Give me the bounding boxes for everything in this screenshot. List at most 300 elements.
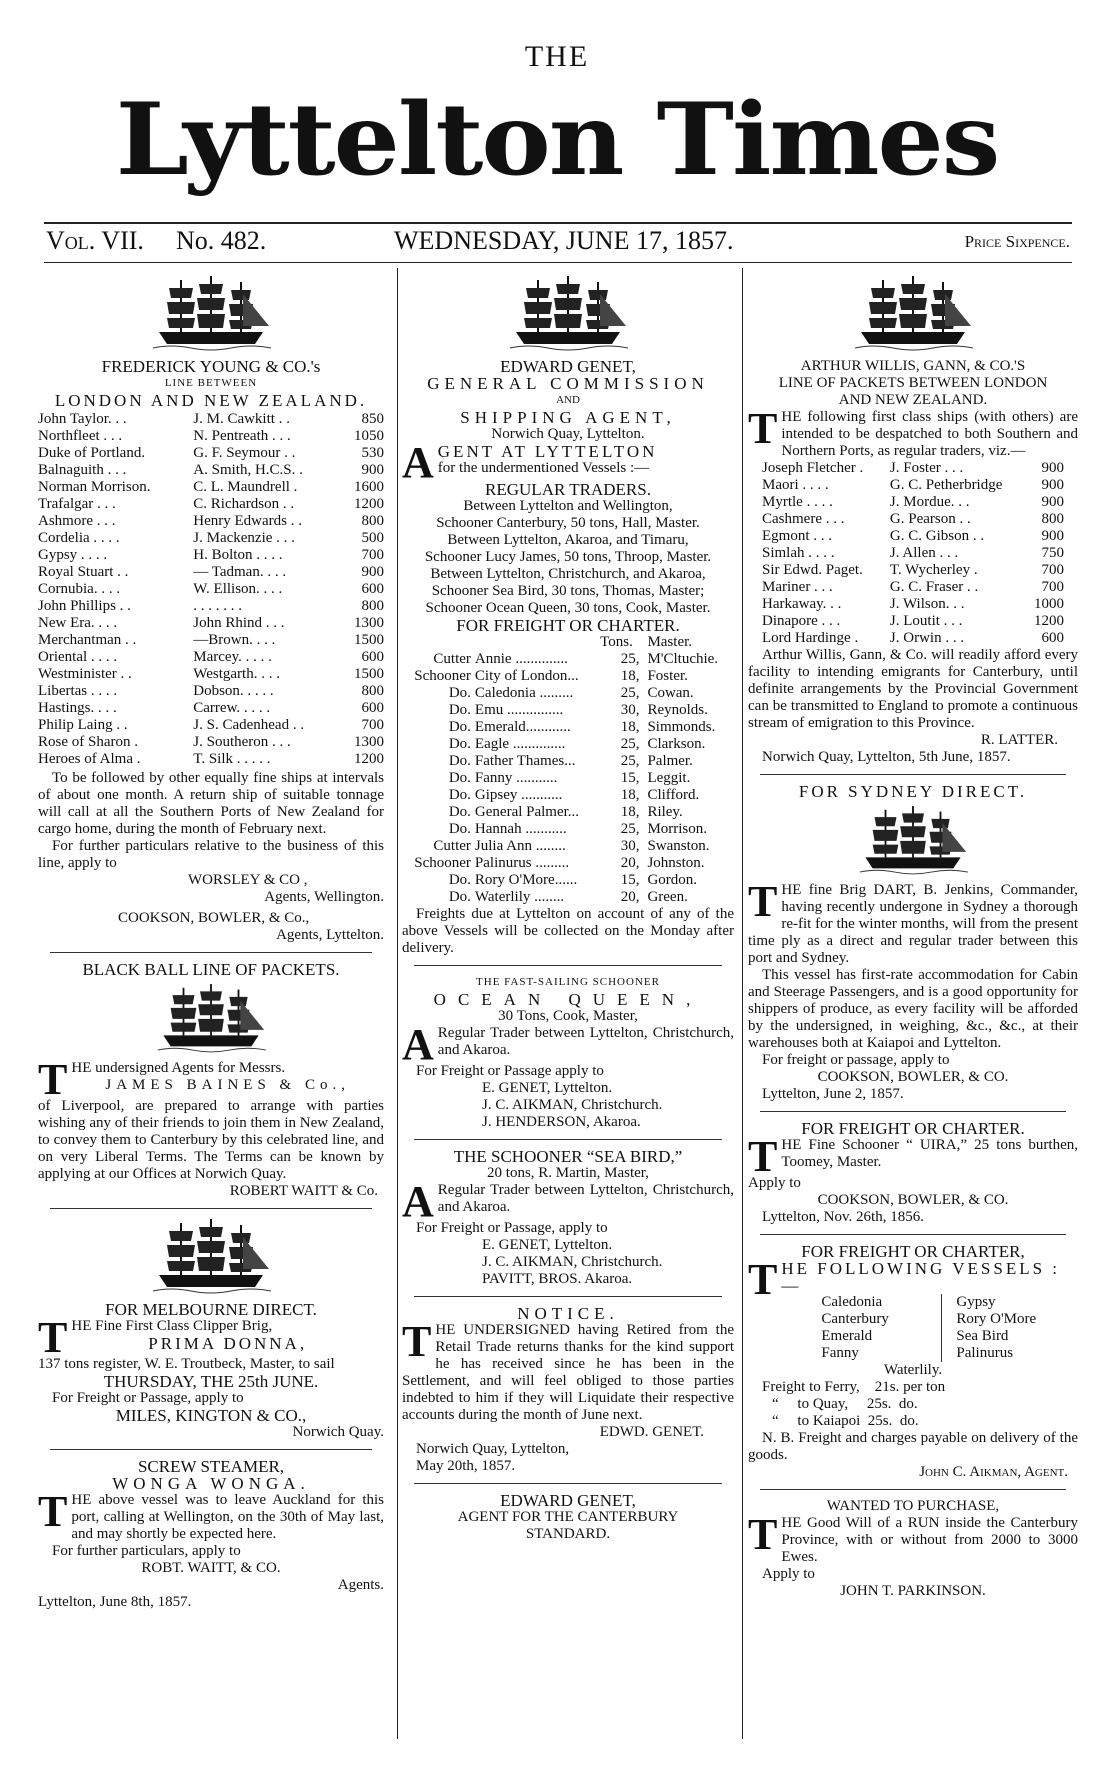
- table-row: [402, 753, 734, 770]
- table-row: [38, 411, 384, 428]
- table-row: [402, 651, 734, 668]
- table-cell: —Brown. . . .: [193, 632, 276, 648]
- genet-and: AND: [556, 394, 580, 406]
- table-row: [38, 462, 384, 479]
- table-cell: 18,: [620, 787, 640, 803]
- issue-number: No. 482.: [176, 226, 267, 255]
- table-cell: J. Allen . . .: [889, 545, 959, 561]
- table-cell: 1300: [354, 615, 384, 631]
- sydney-title: FOR SYDNEY DIRECT.: [798, 782, 1028, 801]
- table-cell: Westgarth. . . .: [193, 666, 280, 682]
- wanted-title: WANTED TO PURCHASE,: [826, 1498, 1000, 1514]
- table-cell: Do.: [448, 787, 471, 803]
- table-cell: Foster.: [647, 668, 688, 684]
- seabird-name: THE SCHOONER “SEA BIRD,”: [453, 1147, 683, 1166]
- list-item: Canterbury: [821, 1311, 889, 1327]
- ocean-agent2: J. C. AIKMAN, Christchurch.: [482, 1097, 663, 1113]
- table-cell: J. Mordue. . .: [889, 494, 970, 510]
- genet-freight-title: FOR FREIGHT OR CHARTER.: [456, 616, 680, 635]
- table-cell: 25,: [620, 651, 640, 667]
- table-cell: 700: [361, 547, 384, 563]
- ship-illustration: [853, 274, 973, 352]
- table-cell: Hastings. . . .: [38, 700, 117, 716]
- standard-line3: STANDARD.: [525, 1526, 611, 1542]
- blackball-sign: ROBERT WAITT & Co.: [229, 1183, 378, 1199]
- genet-footer: Freights due at Lyttelton on account of any of the above Vessels will be collected on the Monday after delivery.: [402, 906, 734, 956]
- table-cell: 800: [361, 683, 384, 699]
- table-cell: Marcey. . . . .: [193, 649, 272, 665]
- table-cell: J. S. Cadenhead . .: [193, 717, 305, 733]
- drop-cap: A: [402, 1177, 434, 1226]
- table-cell: J. Foster . . .: [889, 460, 964, 476]
- young-ship-table: [38, 411, 384, 768]
- divider: [414, 1483, 722, 1484]
- drop-cap: T: [38, 1055, 68, 1104]
- table-cell: Oriental . . . .: [38, 649, 118, 665]
- table-cell: Norman Morrison.: [38, 479, 151, 495]
- table-cell: 15,: [620, 770, 640, 786]
- table-cell: 750: [1041, 545, 1064, 561]
- table-cell: Simlah . . . .: [762, 545, 835, 561]
- notice-sign: EDWD. GENET.: [599, 1424, 704, 1440]
- table-cell: Do.: [448, 872, 471, 888]
- willis-title3: AND NEW ZEALAND.: [838, 392, 988, 408]
- table-cell: 1300: [354, 734, 384, 750]
- table-cell: John Taylor. . .: [38, 411, 127, 427]
- table-row: [748, 494, 1078, 511]
- table-cell: Emerald............: [474, 719, 571, 735]
- table-cell: Palmer.: [647, 753, 693, 769]
- table-cell: Simmonds.: [647, 719, 716, 735]
- ship-illustration: [508, 274, 628, 352]
- following-nb: N. B. Freight and charges payable on delivery of the goods.: [748, 1430, 1078, 1463]
- seabird-agent2: J. C. AIKMAN, Christchurch.: [482, 1254, 663, 1270]
- seabird-agent1: E. GENET, Lyttelton.: [482, 1237, 613, 1253]
- table-cell: C. Richardson . .: [193, 496, 295, 512]
- table-cell: 1200: [354, 751, 384, 767]
- ship-illustration: [156, 982, 266, 1054]
- table-row: [402, 889, 734, 906]
- table-row: [38, 734, 384, 751]
- notice-body: HE UNDERSIGNED having Retired from the Retail Trade returns thanks for the kind support he has received since he has been in the Settlement, and will feel obliged to those parties indebted to him if they will Liquidate their respective accounts during the month of June next.: [402, 1322, 734, 1423]
- table-cell: Father Thames...: [474, 753, 576, 769]
- table-cell: — Tadman. . . .: [193, 564, 287, 580]
- table-cell: 18,: [620, 719, 640, 735]
- following-right-list: [942, 1294, 1036, 1362]
- table-cell: 900: [361, 564, 384, 580]
- table-cell: Cornubia. . . .: [38, 581, 121, 597]
- genet-r3: Between Lyttelton, Akaroa, and Timaru,: [447, 532, 689, 548]
- drop-cap: T: [402, 1317, 432, 1366]
- notice-title: NOTICE.: [517, 1304, 619, 1323]
- table-cell: N. Pentreath . . .: [193, 428, 291, 444]
- melbourne-line1: HE Fine First Class Clipper Brig,: [71, 1318, 273, 1334]
- table-cell: Mariner . . .: [762, 579, 833, 595]
- wonga-body: HE above vessel was to leave Auckland for this port, calling at Wellington, on the 30th of May last, and may shortly be expected here.: [71, 1492, 384, 1542]
- table-cell: G. Pearson . .: [889, 511, 971, 527]
- table-row: [748, 596, 1078, 613]
- willis-footer: Arthur Willis, Gann, & Co. will readily afford every facility to intending emigrants for Canterbury, until definite arrangements by the Provincial Government can be transmitted to England to promote a continuous stream of emigration to this Province.: [748, 647, 1078, 731]
- drop-cap: T: [748, 877, 778, 926]
- genet-r1: Between Lyttelton and Wellington,: [463, 498, 673, 514]
- table-cell: T. Silk . . . . .: [193, 751, 271, 767]
- table-cell: A. Smith, H.C.S. .: [193, 462, 303, 478]
- uira-title: FOR FREIGHT OR CHARTER.: [801, 1119, 1025, 1138]
- genet-r5: Between Lyttelton, Christchurch, and Akaroa,: [430, 566, 706, 582]
- ocean-pre: THE FAST-SAILING SCHOONER: [476, 976, 660, 988]
- table-row: [748, 477, 1078, 494]
- table-cell: Do.: [448, 804, 471, 820]
- table-cell: Gipsey ...........: [474, 787, 563, 803]
- table-cell: J. Loutit . . .: [889, 613, 963, 629]
- table-cell: Trafalgar . . .: [38, 496, 116, 512]
- table-cell: Palinurus .........: [474, 855, 570, 871]
- genet-agent-sub: for the undermentioned Vessels :—: [437, 460, 650, 476]
- table-cell: Westminister . .: [38, 666, 132, 682]
- table-cell: T. Wycherley .: [889, 562, 978, 578]
- melbourne-ship: PRIMA DONNA,: [148, 1334, 308, 1353]
- list-item: Gypsy: [956, 1294, 996, 1310]
- table-row: [402, 770, 734, 787]
- following-left-list: [821, 1294, 942, 1362]
- divider: [760, 774, 1066, 775]
- table-cell: Sir Edwd. Paget.: [762, 562, 863, 578]
- table-cell: Do.: [448, 753, 471, 769]
- table-cell: 25,: [620, 753, 640, 769]
- table-cell: Waterlily ........: [474, 889, 565, 905]
- drop-cap: A: [402, 438, 434, 487]
- following-freight2: “ to Quay, 25s. do.: [772, 1396, 918, 1412]
- table-row: [402, 821, 734, 838]
- standard-line1: EDWARD GENET,: [500, 1491, 636, 1510]
- table-cell: 800: [361, 513, 384, 529]
- table-row: [38, 564, 384, 581]
- table-cell: Annie ..............: [474, 651, 568, 667]
- table-cell: Northfleet . . .: [38, 428, 123, 444]
- drop-cap: T: [38, 1313, 68, 1362]
- seabird-apply: For Freight or Passage, apply to: [416, 1220, 608, 1236]
- table-cell: Gordon.: [647, 872, 698, 888]
- willis-ship-table: [748, 460, 1078, 647]
- melbourne-body: 137 tons register, W. E. Troutbeck, Master, to sail: [38, 1356, 335, 1372]
- young-agent1: WORSLEY & CO ,: [188, 872, 308, 888]
- list-item: Caledonia: [821, 1294, 883, 1310]
- ocean-agent1: E. GENET, Lyttelton.: [482, 1080, 613, 1096]
- table-cell: Julia Ann ........: [474, 838, 566, 854]
- table-cell: G. F. Seymour . .: [193, 445, 296, 461]
- table-cell: City of London...: [474, 668, 579, 684]
- melbourne-agent: MILES, KINGTON & CO.,: [115, 1406, 307, 1425]
- masthead-rule-bottom: [44, 262, 1072, 263]
- melbourne-date: THURSDAY, THE 25th JUNE.: [103, 1372, 319, 1391]
- young-sub: LINE BETWEEN: [164, 377, 258, 389]
- ocean-name: OCEAN QUEEN,: [433, 990, 703, 1009]
- willis-title: ARTHUR WILLIS, GANN, & CO.'S: [800, 358, 1026, 374]
- drop-cap: A: [402, 1020, 434, 1069]
- table-cell: 25,: [620, 685, 640, 701]
- genet-r6: Schooner Sea Bird, 30 tons, Thomas, Master;: [431, 583, 705, 599]
- wanted-body: HE Good Will of a RUN inside the Canterbury Province, with or without from 2000 to 3000 Ewes.: [781, 1515, 1078, 1565]
- genet-place: Norwich Quay, Lyttelton.: [491, 426, 645, 442]
- table-cell: Carrew. . . . .: [193, 700, 271, 716]
- wanted-sign: JOHN T. PARKINSON.: [840, 1583, 986, 1599]
- table-cell: 600: [361, 581, 384, 597]
- blackball-line2: JAMES BAINES & Co.,: [105, 1077, 350, 1093]
- table-row: [38, 581, 384, 598]
- table-cell: Riley.: [647, 804, 683, 820]
- table-row: [402, 702, 734, 719]
- wonga-date: Lyttelton, June 8th, 1857.: [38, 1594, 192, 1610]
- table-row: [402, 736, 734, 753]
- table-row: [402, 804, 734, 821]
- table-cell: 900: [361, 462, 384, 478]
- uira-agent: COOKSON, BOWLER, & CO.: [817, 1192, 1009, 1208]
- table-cell: Leggit.: [647, 770, 691, 786]
- column-3: [748, 270, 1078, 1600]
- table-cell: 1200: [1034, 613, 1064, 629]
- table-cell: Lord Hardinge .: [762, 630, 859, 646]
- column-rule-1: [397, 268, 398, 1739]
- table-cell: 900: [1041, 460, 1064, 476]
- table-cell: Do.: [448, 719, 471, 735]
- table-cell: Do.: [448, 736, 471, 752]
- table-row: [38, 530, 384, 547]
- list-item: Rory O'More: [956, 1311, 1037, 1327]
- table-row: [748, 545, 1078, 562]
- table-cell: 1500: [354, 632, 384, 648]
- table-cell: G. C. Fraser . .: [889, 579, 979, 595]
- following-freight3: “ to Kaiapoi 25s. do.: [772, 1413, 919, 1429]
- ocean-apply: For Freight or Passage apply to: [416, 1063, 604, 1079]
- list-item: Emerald: [821, 1328, 873, 1344]
- table-cell: Swanston.: [647, 838, 710, 854]
- table-row: [38, 615, 384, 632]
- wonga-title2: WONGA WONGA.: [112, 1474, 310, 1493]
- column-1: [38, 270, 384, 1611]
- table-row: [402, 855, 734, 872]
- table-row: [38, 700, 384, 717]
- table-row: [38, 445, 384, 462]
- table-cell: 1000: [1034, 596, 1064, 612]
- table-cell: Emu ...............: [474, 702, 564, 718]
- table-cell: Dinapore . . .: [762, 613, 841, 629]
- seabird-body: Regular Trader between Lyttelton, Christchurch, and Akaroa.: [437, 1182, 734, 1215]
- table-cell: 1200: [354, 496, 384, 512]
- standard-line2: AGENT FOR THE CANTERBURY: [457, 1509, 679, 1525]
- table-cell: Egmont . . .: [762, 528, 832, 544]
- table-cell: 1500: [354, 666, 384, 682]
- table-cell: . . . . . . .: [193, 598, 243, 614]
- table-cell: Dobson. . . . .: [193, 683, 274, 699]
- sydney-date: Lyttelton, June 2, 1857.: [762, 1086, 904, 1102]
- table-cell: Ashmore . . .: [38, 513, 116, 529]
- table-cell: G. C. Petherbridge: [889, 477, 1003, 493]
- young-apply: For further particulars relative to the business of this line, apply to: [38, 838, 384, 871]
- wonga-agent: ROBT. WAITT, & CO.: [141, 1560, 281, 1576]
- table-cell: Do.: [448, 702, 471, 718]
- young-agent2: COOKSON, BOWLER, & Co.,: [118, 910, 310, 926]
- following-vessel-list: [781, 1294, 1078, 1362]
- wonga-title1: SCREW STEAMER,: [137, 1457, 285, 1476]
- table-cell: Joseph Fletcher .: [762, 460, 864, 476]
- young-title: FREDERICK YOUNG & CO.'s: [101, 357, 321, 376]
- table-cell: 850: [361, 411, 384, 427]
- table-row: [38, 751, 384, 768]
- drop-cap: T: [38, 1487, 68, 1536]
- table-cell: 20,: [620, 855, 640, 871]
- divider: [760, 1111, 1066, 1112]
- table-cell: 700: [1041, 579, 1064, 595]
- uira-apply: Apply to: [748, 1175, 801, 1191]
- table-cell: New Era. . . .: [38, 615, 118, 631]
- sydney-body2: This vessel has first-rate accommodation for Cabin and Steerage Passengers, and is a good opportunity for shippers of produce, as every facility will be afforded by the undersigned, in weighing, &c., &c., at their warehouses both at Kaiapoi and Lyttelton.: [748, 967, 1078, 1051]
- table-cell: Harkaway. . .: [762, 596, 842, 612]
- table-cell: 30,: [620, 838, 640, 854]
- genet-vessel-table: [402, 634, 734, 906]
- table-cell: H. Bolton . . . .: [193, 547, 283, 563]
- list-item: Sea Bird: [956, 1328, 1009, 1344]
- table-row: [38, 649, 384, 666]
- table-cell: Maori . . . .: [762, 477, 829, 493]
- table-cell: Schooner: [414, 668, 471, 684]
- table-cell: G. C. Gibson . .: [889, 528, 985, 544]
- table-cell: Gypsy . . . .: [38, 547, 108, 563]
- table-cell: 18,: [620, 668, 640, 684]
- issue-date: WEDNESDAY, JUNE 17, 1857.: [394, 226, 734, 255]
- genet-line2: SHIPPING AGENT,: [460, 408, 676, 427]
- table-row: [38, 513, 384, 530]
- table-cell: Heroes of Alma .: [38, 751, 141, 767]
- table-cell: Do.: [448, 685, 471, 701]
- divider: [760, 1489, 1066, 1490]
- genet-r7: Schooner Ocean Queen, 30 tons, Cook, Master.: [425, 600, 711, 616]
- table-cell: Caledonia .........: [474, 685, 574, 701]
- table-cell: J. Wilson. . .: [889, 596, 965, 612]
- wanted-apply: Apply to: [762, 1566, 815, 1582]
- table-row: [402, 668, 734, 685]
- table-cell: Johnston.: [647, 855, 705, 871]
- newspaper-title: Lyttelton Times: [115, 81, 999, 198]
- blackball-body: of Liverpool, are prepared to arrange with parties wishing any of their friends to join them in New Zealand, to convey them to Canterbury by this celebrated line, and on very Liberal Terms. The Terms can be known by applying at our Offices at Norwich Quay.: [38, 1098, 384, 1182]
- following-sign: John C. Aikman, Agent.: [919, 1464, 1068, 1480]
- table-cell: 15,: [620, 872, 640, 888]
- blackball-line1: HE undersigned Agents for Messrs.: [71, 1060, 286, 1076]
- price: Price Sixpence.: [964, 232, 1070, 251]
- table-cell: 800: [1041, 511, 1064, 527]
- table-row: [748, 613, 1078, 630]
- divider: [414, 1139, 722, 1140]
- willis-body: HE following first class ships (with others) are intended to be despatched to both Southern and Northern Ports, as regular traders, viz.—: [781, 409, 1078, 459]
- table-cell: 25,: [620, 736, 640, 752]
- table-cell: Do.: [448, 770, 471, 786]
- table-cell: 500: [361, 530, 384, 546]
- tons-header: Tons.: [600, 634, 633, 650]
- genet-agent: GENT AT LYTTELTON: [437, 442, 658, 461]
- table-cell: M'Cltuchie.: [647, 651, 719, 667]
- table-cell: 700: [361, 717, 384, 733]
- table-cell: 1050: [354, 428, 384, 444]
- table-row: [402, 872, 734, 889]
- table-row: [38, 496, 384, 513]
- table-cell: John Rhind . . .: [193, 615, 285, 631]
- table-cell: 600: [361, 649, 384, 665]
- genet-line1: GENERAL COMMISSION: [427, 374, 709, 393]
- table-cell: W. Ellison. . . .: [193, 581, 283, 597]
- masthead-rule-top: [44, 222, 1072, 224]
- table-row: [38, 547, 384, 564]
- young-body: To be followed by other equally fine ships at intervals of about one month. A return ship of suitable tonnage will call at all the Southern Ports of New Zealand for cargo home, during the month of February next.: [38, 770, 384, 837]
- genet-r4: Schooner Lucy James, 50 tons, Throop, Master.: [424, 549, 712, 565]
- table-cell: J. Southeron . . .: [193, 734, 291, 750]
- ocean-agent3: J. HENDERSON, Akaroa.: [482, 1114, 641, 1130]
- table-cell: Cashmere . . .: [762, 511, 845, 527]
- melbourne-title: FOR MELBOURNE DIRECT.: [105, 1300, 317, 1319]
- table-cell: Libertas . . . .: [38, 683, 118, 699]
- table-cell: J. Orwin . . .: [889, 630, 965, 646]
- ship-illustration: [151, 1217, 271, 1295]
- table-cell: Balnaguith . . .: [38, 462, 127, 478]
- following-line1: HE FOLLOWING VESSELS :—: [781, 1259, 1061, 1295]
- willis-date: Norwich Quay, Lyttelton, 5th June, 1857.: [762, 749, 1011, 765]
- table-cell: J. M. Cawkitt . .: [193, 411, 290, 427]
- table-cell: C. L. Maundrell .: [193, 479, 298, 495]
- divider: [414, 1296, 722, 1297]
- table-cell: Royal Stuart . .: [38, 564, 129, 580]
- table-cell: Henry Edwards . .: [193, 513, 302, 529]
- genet-regular: REGULAR TRADERS.: [485, 480, 651, 499]
- table-row: [748, 630, 1078, 647]
- table-cell: Cutter: [433, 838, 471, 854]
- table-cell: Cowan.: [647, 685, 694, 701]
- table-cell: 900: [1041, 494, 1064, 510]
- table-cell: 1600: [354, 479, 384, 495]
- table-cell: Rose of Sharon .: [38, 734, 138, 750]
- sydney-agent: COOKSON, BOWLER, & CO.: [817, 1069, 1009, 1085]
- drop-cap: T: [748, 1510, 778, 1559]
- table-row: [748, 528, 1078, 545]
- table-cell: Do.: [448, 889, 471, 905]
- uira-date: Lyttelton, Nov. 26th, 1856.: [762, 1209, 924, 1225]
- willis-sign: R. LATTER.: [980, 732, 1058, 748]
- drop-cap: T: [748, 1255, 778, 1304]
- melbourne-place: Norwich Quay.: [292, 1424, 384, 1440]
- table-row: [38, 479, 384, 496]
- table-cell: Myrtle . . . .: [762, 494, 833, 510]
- table-cell: 20,: [620, 889, 640, 905]
- sydney-apply: For freight or passage, apply to: [762, 1052, 950, 1068]
- divider: [50, 952, 372, 953]
- willis-title2: LINE OF PACKETS BETWEEN LONDON: [778, 375, 1048, 391]
- uira-body: HE Fine Schooner “ UIRA,” 25 tons burthen, Toomey, Master.: [781, 1137, 1078, 1170]
- divider: [414, 965, 722, 966]
- table-cell: Fanny ...........: [474, 770, 558, 786]
- master-header: Master.: [647, 634, 693, 650]
- notice-place: Norwich Quay, Lyttelton,: [416, 1441, 570, 1457]
- table-row: [38, 598, 384, 615]
- table-row: [38, 683, 384, 700]
- ocean-sub: 30 Tons, Cook, Master,: [498, 1008, 638, 1024]
- young-agent2-place: Agents, Lyttelton.: [276, 927, 384, 943]
- table-cell: Do.: [448, 821, 471, 837]
- blackball-title: BLACK BALL LINE OF PACKETS.: [82, 960, 340, 979]
- volume: Vol. VII.: [46, 226, 144, 255]
- table-row: [38, 666, 384, 683]
- table-row: [748, 511, 1078, 528]
- table-cell: 800: [361, 598, 384, 614]
- seabird-sub: 20 tons, R. Martin, Master,: [487, 1165, 649, 1181]
- table-cell: Philip Laing . .: [38, 717, 128, 733]
- list-item: Palinurus: [956, 1345, 1014, 1361]
